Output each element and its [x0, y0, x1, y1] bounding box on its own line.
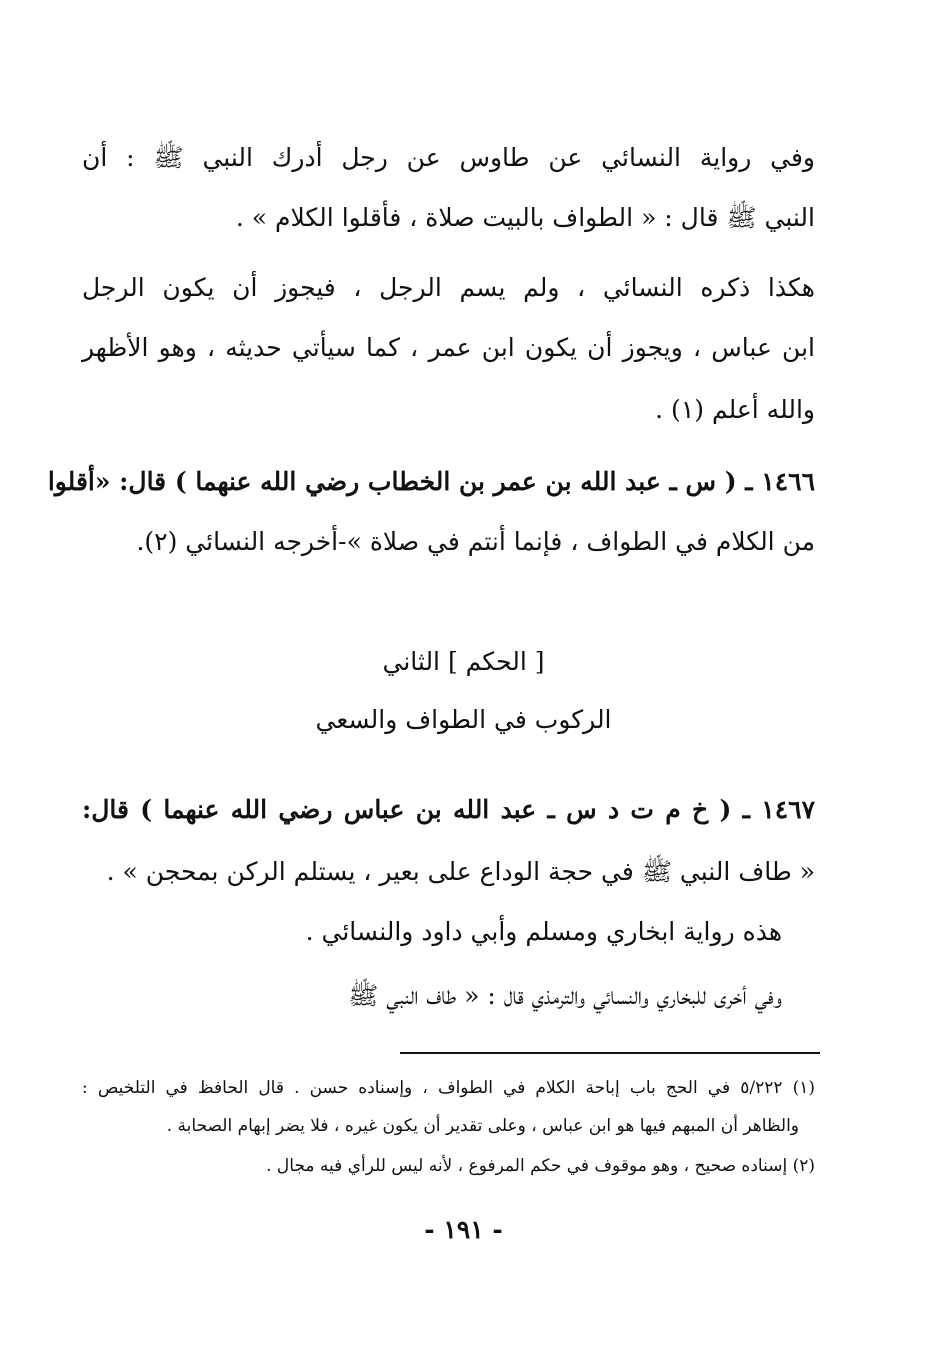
hadith-heading-1466: ١٤٦٦ ـ ( س ـ عبد الله بن عمر بن الخطاب رضي الله عنهما ) قال: «أقلوا: [47, 467, 815, 496]
page-number: - ١٩١ -: [424, 1215, 503, 1244]
text-line: وفي رواية النسائي عن طاوس عن رجل أدرك النبي ﷺ : أن: [82, 143, 815, 172]
hadith-heading-1467: ١٤٦٧ ـ ( خ م ت د س ـ عبد الله بن عباس رضي الله عنهما ) قال:: [82, 795, 815, 824]
section-subtitle: الركوب في الطواف والسعي: [315, 705, 612, 734]
text-line: وفي أخرى للبخاري والنسائي والترمذي قال : « طاف النبي ﷺ: [348, 981, 782, 1010]
text-line: « طاف النبي ﷺ في حجة الوداع على بعير ، يستلم الركن بمحجن » .: [106, 857, 815, 886]
text-line: هذه رواية ابخاري ومسلم وأبي داود والنسائي .: [305, 917, 782, 946]
footnote-1: (١) ٥/٢٢٢ في الحج باب إباحة الكلام في الطواف ، وإسناده حسن . قال الحافظ في التلخيص :: [82, 1078, 815, 1098]
footnote-1-continued: والظاهر أن المبهم فيها هو ابن عباس ، وعلى تقدير أن يكون غيره ، فلا يضر إبهام الصحابة .: [166, 1116, 799, 1136]
section-title: [ الحكم ] الثاني: [382, 647, 545, 676]
text-line: هكذا ذكره النسائي ، ولم يسم الرجل ، فيجوز أن يكون الرجل: [82, 273, 815, 302]
footnote-divider: [400, 1052, 820, 1054]
text-line: ابن عباس ، ويجوز أن يكون ابن عمر ، كما سيأتي حديثه ، وهو الأظهر: [82, 333, 815, 362]
text-line: والله أعلم (١) .: [655, 395, 815, 424]
text-line: النبي ﷺ قال : « الطواف بالبيت صلاة ، فأقلوا الكلام » .: [235, 203, 815, 232]
text-line: من الكلام في الطواف ، فإنما أنتم في صلاة »-أخرجه النسائي (٢).: [136, 527, 815, 556]
footnote-2: (٢) إسناده صحيح ، وهو موقوف في حكم المرفوع ، لأنه ليس للرأي فيه مجال .: [266, 1156, 815, 1176]
